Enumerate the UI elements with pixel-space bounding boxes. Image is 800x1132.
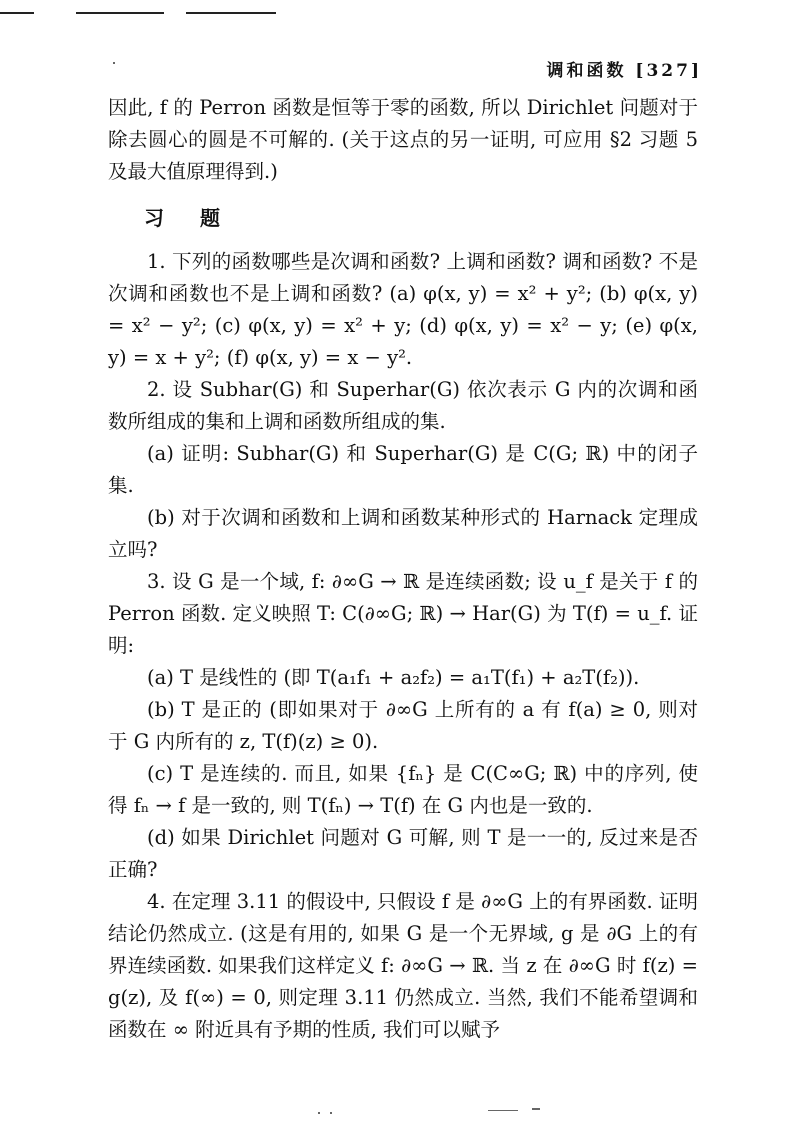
- running-header: [547, 56, 703, 81]
- top-scan-rule-left: [0, 12, 34, 14]
- running-title: 调和函数: [546, 61, 627, 81]
- exercise-1: 1. 下列的函数哪些是次调和函数? 上调和函数? 调和函数? 不是次调和函数也不是上调和函数? (a) φ(x, y) = x² + y²; (b) φ(x, y) = x² − y²; (c) φ(x, y) = x² + y; (d) φ(x, y) = x² − y; (e) φ(x, y) = x + y²; (f) φ(x, y) = x − y².: [108, 250, 698, 369]
- exercise-3d: (d) 如果 Dirichlet 问题对 G 可解, 则 T 是一一的, 反过来是否正确?: [108, 826, 698, 881]
- scan-speck: [113, 62, 115, 64]
- top-scan-rule-middle: [76, 12, 164, 14]
- scan-speck: [488, 1110, 518, 1111]
- exercise-4: 4. 在定理 3.11 的假设中, 只假设 f 是 ∂∞G 上的有界函数. 证明结论仍然成立. (这是有用的, 如果 G 是一个无界域, g 是 ∂G 上的有界连续函数. 如果我们这样定义 f: ∂∞G → ℝ. 当 z 在 ∂∞G 时 f(z) = g(z), 及 f(∞) = 0, 则定理 3.11 仍然成立. 当然, 我们不能希望调和函数在 ∞ 附近具有予期的性质, 我们可以赋予: [108, 890, 698, 1041]
- top-scan-rule-right: [186, 12, 276, 14]
- exercise-2: 2. 设 Subhar(G) 和 Superhar(G) 依次表示 G 内的次调和函数所组成的集和上调和函数所组成的集.: [108, 378, 698, 433]
- exercise-3: 3. 设 G 是一个域, f: ∂∞G → ℝ 是连续函数; 设 u_f 是关于 f 的 Perron 函数. 定义映照 T: C(∂∞G; ℝ) → Har(G) 为 T(f) = u_f. 证明:: [108, 570, 698, 657]
- scan-speck: [318, 1112, 320, 1114]
- exercise-3c: (c) T 是连续的. 而且, 如果 {fₙ} 是 C(C∞G; ℝ) 中的序列, 使得 fₙ → f 是一致的, 则 T(fₙ) → T(f) 在 G 内也是一致的.: [108, 762, 698, 817]
- exercise-2b: (b) 对于次调和函数和上调和函数某种形式的 Harnack 定理成立吗?: [108, 506, 698, 561]
- exercise-3b: (b) T 是正的 (即如果对于 ∂∞G 上所有的 a 有 f(a) ≥ 0, 则对于 G 内所有的 z, T(f)(z) ≥ 0).: [108, 698, 698, 753]
- scan-speck: [330, 1112, 332, 1114]
- intro-paragraph: 因此, f 的 Perron 函数是恒等于零的函数, 所以 Dirichlet 问题对于除去圆心的圆是不可解的. (关于这点的另一证明, 可应用 §2 习题 5 及最大值原理得到.): [108, 96, 698, 183]
- exercise-2a: (a) 证明: Subhar(G) 和 Superhar(G) 是 C(G; ℝ) 中的闭子集.: [108, 442, 698, 497]
- page-number: [327]: [635, 61, 702, 81]
- page-body: [108, 92, 698, 1046]
- scan-speck: [532, 1108, 540, 1110]
- exercise-3a: (a) T 是线性的 (即 T(a₁f₁ + a₂f₂) = a₁T(f₁) + a₂T(f₂)).: [147, 666, 640, 689]
- section-title: 习题: [144, 206, 256, 230]
